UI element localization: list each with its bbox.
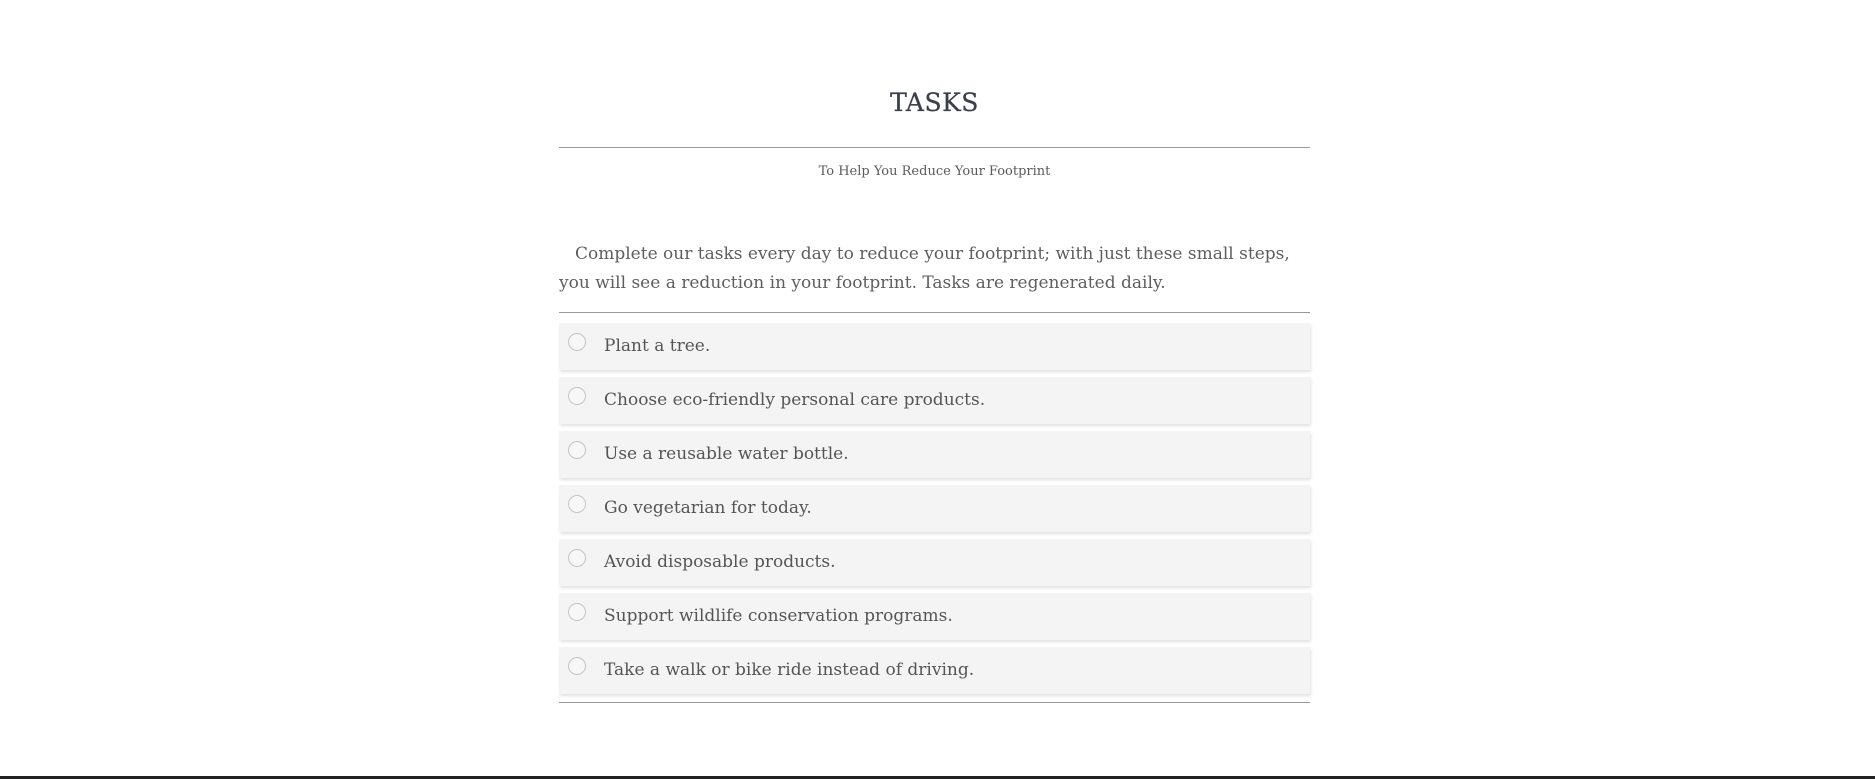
title-divider: [559, 147, 1310, 148]
task-label: Avoid disposable products.: [604, 552, 836, 572]
intro-divider: [559, 312, 1310, 313]
task-item[interactable]: [559, 647, 1310, 694]
task-radio-button[interactable]: [568, 603, 586, 621]
task-item[interactable]: [559, 323, 1310, 370]
page-title: TASKS: [890, 88, 979, 117]
task-list: [559, 323, 1310, 701]
task-item[interactable]: [559, 485, 1310, 532]
task-item[interactable]: [559, 377, 1310, 424]
task-radio-button[interactable]: [568, 657, 586, 675]
task-item[interactable]: [559, 593, 1310, 640]
task-label: Take a walk or bike ride instead of driving.: [604, 660, 975, 680]
task-list-divider: [559, 702, 1310, 703]
task-label: Go vegetarian for today.: [604, 498, 812, 518]
page-subtitle: To Help You Reduce Your Footprint: [818, 164, 1051, 179]
intro-text: Complete our tasks every day to reduce your footprint; with just these small steps, you will see a reduction in your footprint. Tasks are regenerated daily.: [559, 244, 1290, 293]
task-radio-button[interactable]: [568, 333, 586, 351]
task-label: Use a reusable water bottle.: [604, 444, 849, 464]
task-item[interactable]: [559, 431, 1310, 478]
task-label: Support wildlife conservation programs.: [604, 606, 953, 626]
task-radio-button[interactable]: [568, 387, 586, 405]
task-item[interactable]: [559, 539, 1310, 586]
task-radio-button[interactable]: [568, 441, 586, 459]
task-radio-button[interactable]: [568, 495, 586, 513]
task-label: Choose eco-friendly personal care products.: [604, 390, 986, 410]
task-label: Plant a tree.: [604, 336, 711, 356]
task-radio-button[interactable]: [568, 549, 586, 567]
